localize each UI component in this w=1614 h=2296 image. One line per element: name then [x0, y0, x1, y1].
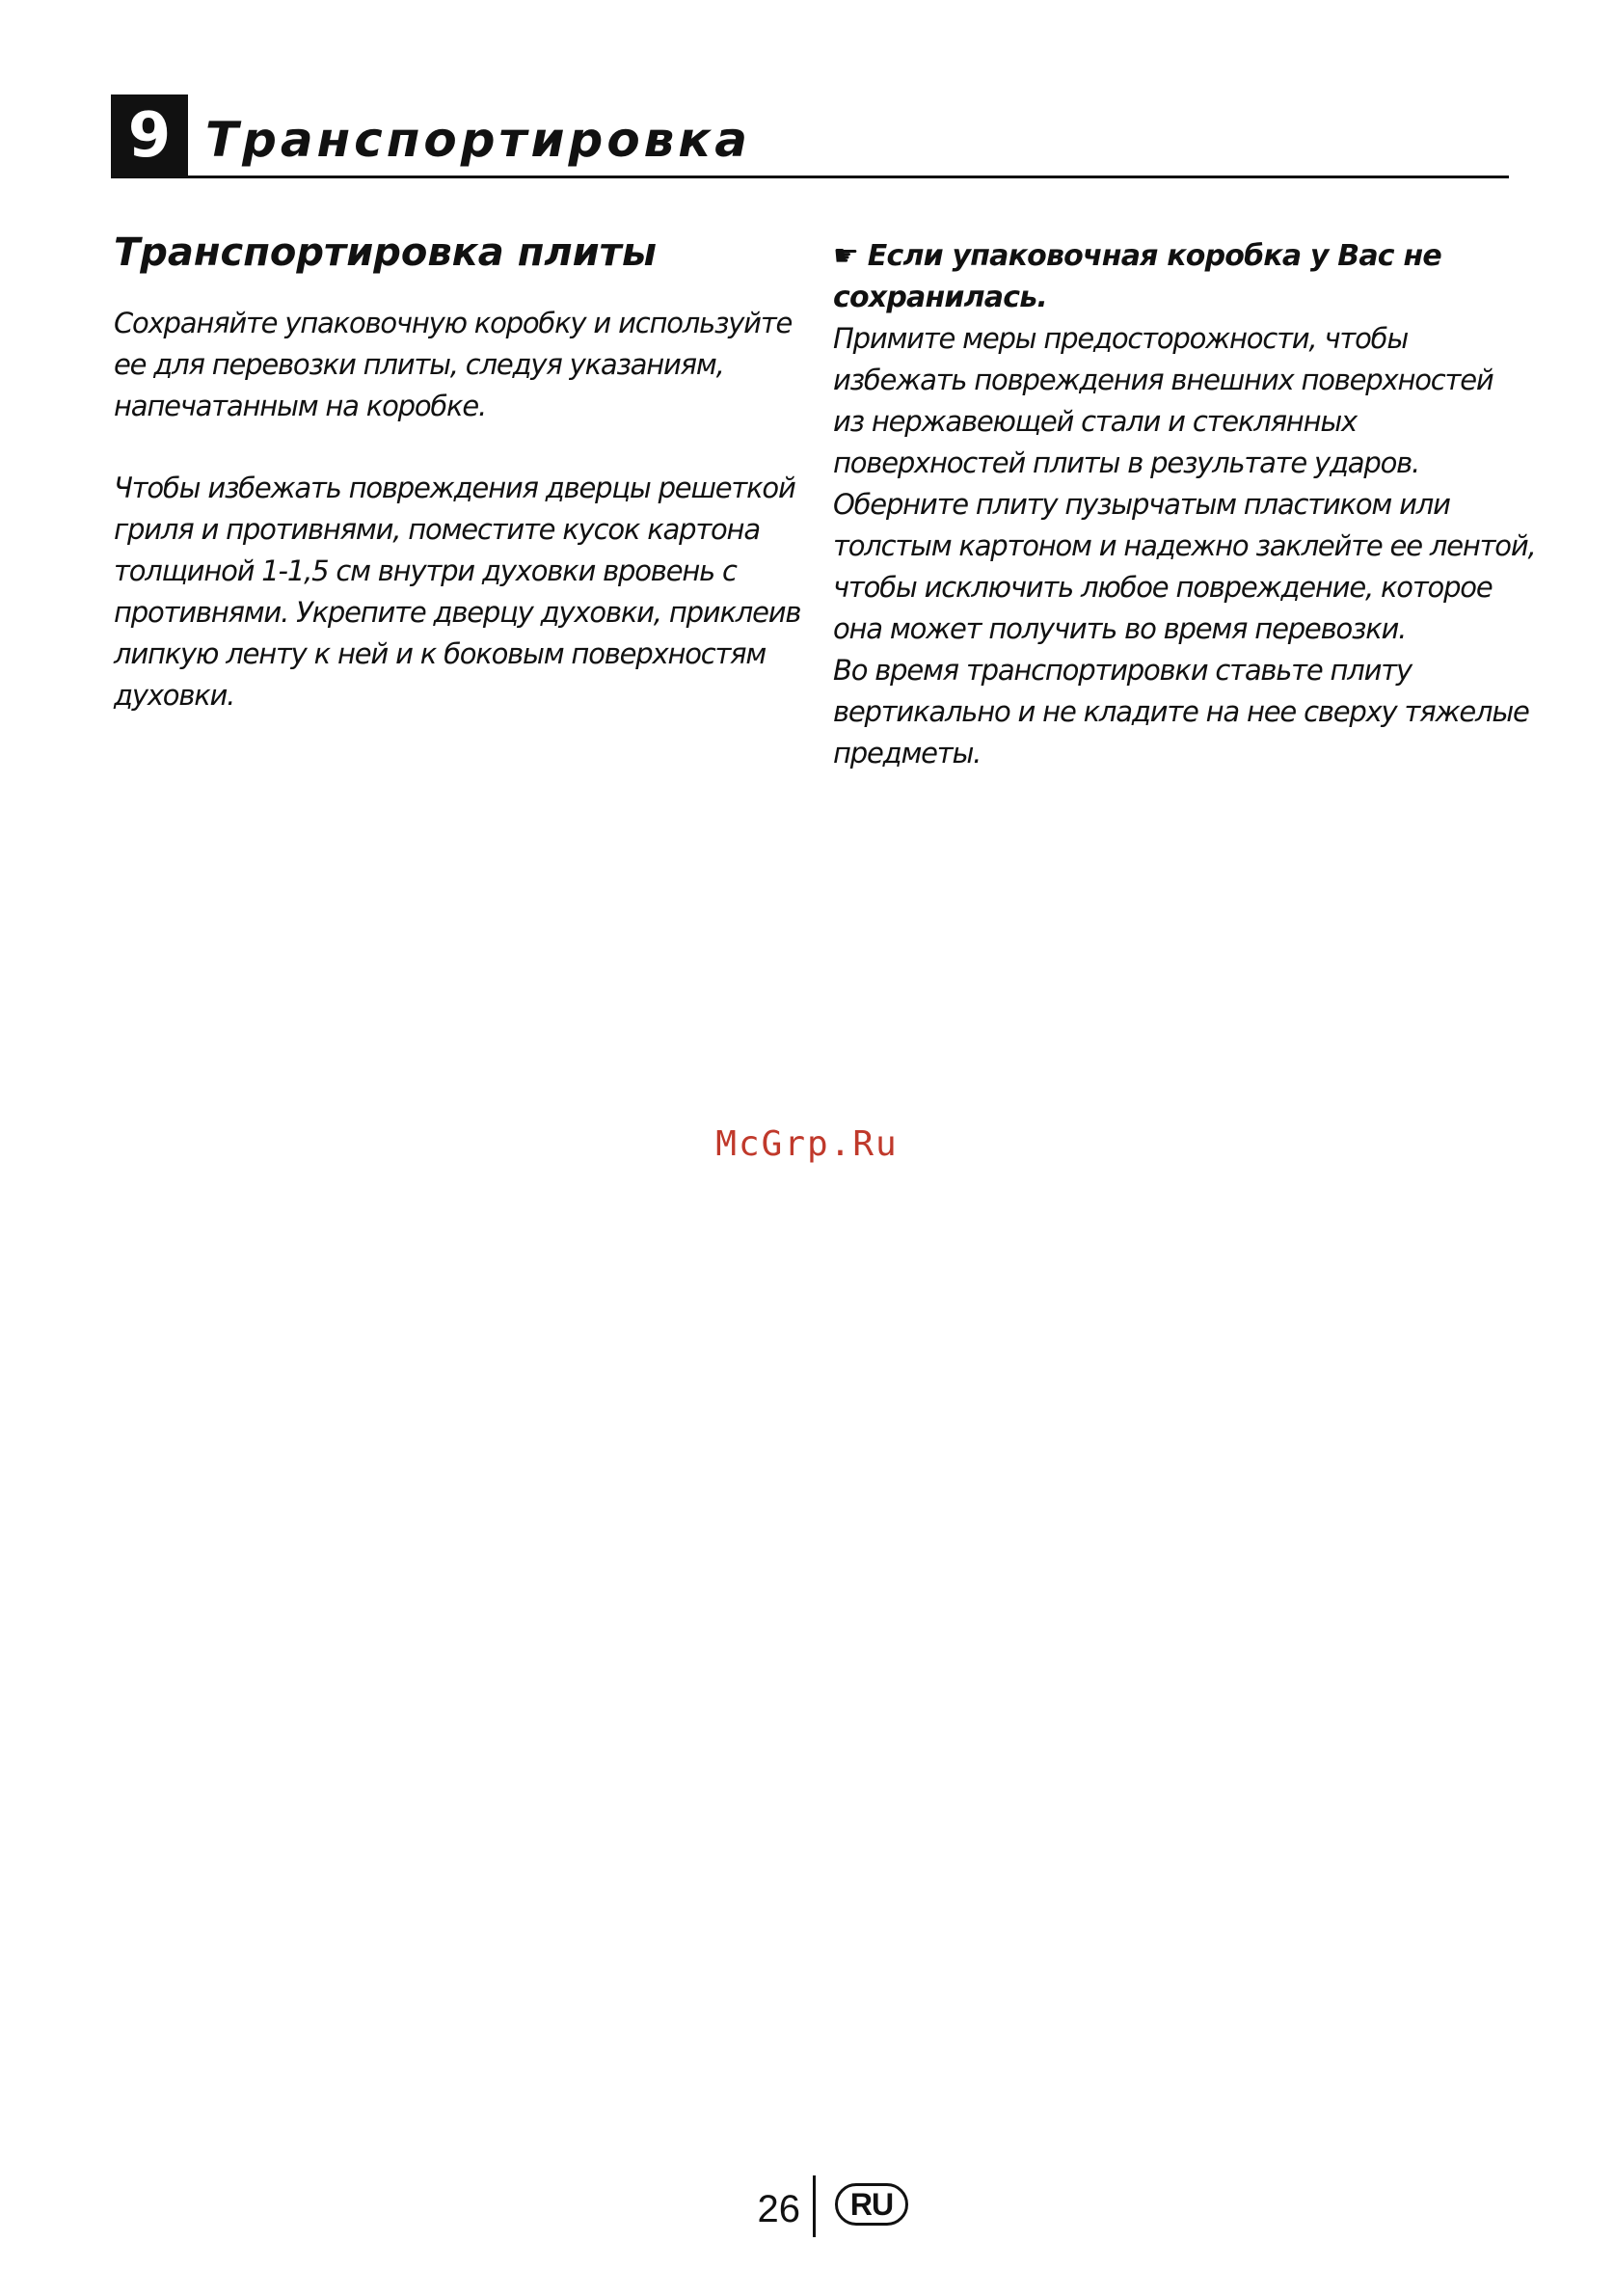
- paragraph-protect-door: [114, 468, 808, 716]
- text-line: вертикально и не кладите на нее сверху тяжелые: [833, 695, 1529, 728]
- text-line: Примите меры предосторожности, чтобы: [833, 322, 1409, 355]
- language-badge: RU: [835, 2183, 908, 2226]
- paragraph-keep-box: [114, 303, 808, 427]
- subsection-title: Транспортировка плиты: [114, 230, 658, 275]
- text-line: гриля и противнями, поместите кусок картона: [114, 513, 760, 546]
- right-column: [833, 224, 1536, 774]
- note-heading-line: ☛ Если упаковочная коробка у Вас не: [833, 239, 1441, 273]
- text-line: из нержавеющей стали и стеклянных: [833, 405, 1357, 438]
- text-line: Оберните плиту пузырчатым пластиком или: [833, 488, 1450, 521]
- text-line: Чтобы избежать повреждения дверцы решеткой: [114, 472, 795, 504]
- footer-divider: [813, 2175, 816, 2237]
- paragraph-spacer: [114, 427, 808, 468]
- text-line: противнями. Укрепите дверцу духовки, приклеив: [114, 596, 801, 629]
- text-line: Во время транспортировки ставьте плиту: [833, 654, 1412, 687]
- text-line: липкую ленту к ней и к боковым поверхностям: [114, 637, 767, 670]
- text-line: толстым картоном и надежно заклейте ее лентой,: [833, 529, 1536, 562]
- watermark: McGrp.Ru: [715, 1124, 899, 1164]
- pointing-hand-icon: ☛: [833, 239, 859, 273]
- text-line: предметы.: [833, 737, 982, 770]
- text-line: чтобы исключить любое повреждение, которое: [833, 571, 1493, 604]
- text-line: напечатанным на коробке.: [114, 390, 487, 422]
- text-line: духовки.: [114, 679, 235, 712]
- note-body: [833, 318, 1536, 774]
- section-number: 9: [111, 95, 188, 177]
- text-line: Сохраняйте упаковочную коробку и используйте: [114, 307, 793, 339]
- text-line: ее для перевозки плиты, следуя указаниям,: [114, 348, 724, 381]
- text-line: избежать повреждения внешних поверхностей: [833, 364, 1493, 396]
- note-heading-line: сохранилась.: [833, 281, 1047, 314]
- section-header: [111, 95, 1509, 177]
- text-line: толщиной 1-1,5 см внутри духовки вровень с: [114, 554, 737, 587]
- left-column: [114, 224, 808, 716]
- note-heading: [833, 235, 1527, 318]
- page-footer: [0, 2175, 1614, 2243]
- page-number: 26: [757, 2188, 800, 2230]
- text-line: она может получить во время перевозки.: [833, 612, 1407, 645]
- section-title: Транспортировка: [205, 112, 751, 168]
- text-line: поверхностей плиты в результате ударов.: [833, 446, 1420, 479]
- header-divider: [111, 176, 1509, 178]
